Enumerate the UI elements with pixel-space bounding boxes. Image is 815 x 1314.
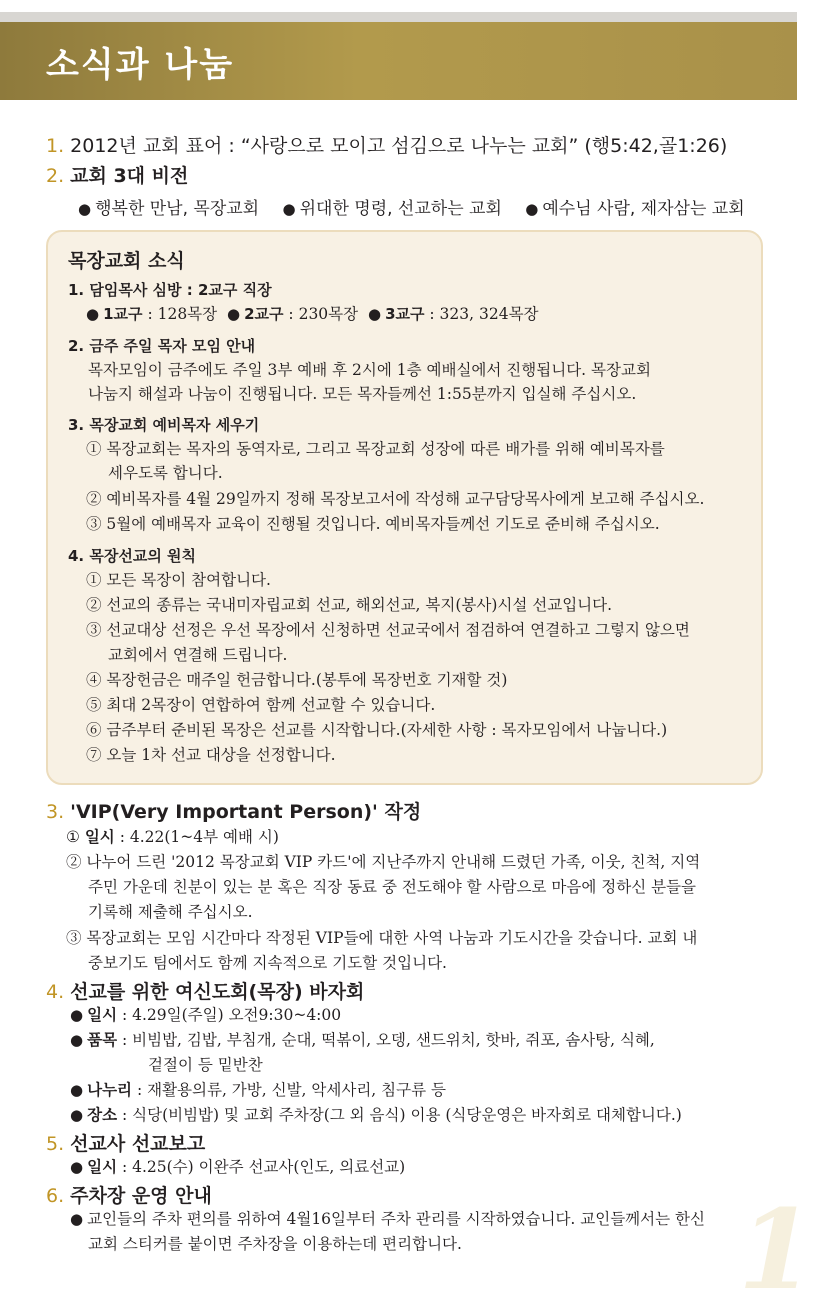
news-text: 기록해 제출해 주십시오. [88,903,253,921]
bullet-icon: ● [70,1210,84,1228]
news-text: 세우도록 합니다. [108,464,223,482]
news-text: ⑥ 금주부터 준비된 목장은 선교를 시작합니다.(자세한 사항 : 목자모임에서 나눕니다.) [86,721,668,739]
bullet-icon: ● [226,305,241,323]
item-number: 2. [46,165,65,187]
parking-text: ● 교인들의 주차 편의를 위하여 4월16일부터 주차 관리를 시작하였습니다. 교인들께서는 한신 [70,1210,705,1228]
news-text: ⑦ 오늘 1차 선교 대상을 선정합니다. [86,746,336,764]
bullet-icon: ● [70,1081,84,1099]
parking-heading [46,1181,212,1208]
vip-date: ① 일시 : 4.22(1~4부 예배 시) [66,828,279,846]
news-text: ④ 목장헌금은 매주일 헌금합니다.(봉투에 목장번호 기재할 것) [86,671,508,689]
item-number: 4. [46,981,65,1003]
section-header [0,22,797,100]
page-number: 1 [738,1185,815,1314]
bullet-icon: ● [78,200,92,218]
vision-list [78,194,763,219]
news-text: ③ 선교대상 선정은 우선 목장에서 신청하면 선교국에서 점검하여 연결하고 그렇지 않으면 [86,621,690,639]
mission-report-heading [46,1129,205,1156]
bullet-icon: ● [70,1158,84,1176]
bullet-icon: ● [70,1106,84,1124]
visit-schedule: ● 1교구 : 128목장 ● 2교구 : 230목장 ● 3교구 : 323, 324목장 [86,305,539,323]
vision-item: ● 행복한 만남, 목장교회 [78,199,260,219]
news-text: 교회에서 연결해 드립니다. [108,646,288,664]
news-text: ② 예비목자를 4월 29일까지 정해 목장보고서에 작성해 교구담당목사에게 보고해 주십시오. [86,490,705,508]
news-text: ⑤ 최대 2목장이 연합하여 함께 선교할 수 있습니다. [86,696,436,714]
mission-report-date: ● 일시 : 4.25(수) 이완주 선교사(인도, 의료선교) [70,1158,406,1176]
bazaar-title: 선교를 위한 여신도회(목장) 바자회 [70,981,365,1003]
news-item-heading: 1. 담임목사 심방 : 2교구 직장 [68,281,272,299]
bullet-icon: ● [70,1031,84,1049]
news-text: 중보기도 팀에서도 함께 지속적으로 기도할 것입니다. [88,954,447,972]
bullet-icon: ● [282,200,296,218]
news-item-heading: 4. 목장선교의 원칙 [68,547,197,565]
news-text: ② 나누어 드린 '2012 목장교회 VIP 카드'에 지난주까지 안내해 드렸던 가족, 이웃, 친척, 지역 [66,853,701,871]
vision-item: ● 예수님 사람, 제자삼는 교회 [525,199,745,219]
motto-line [46,133,727,159]
news-item-heading: 3. 목장교회 예비목자 세우기 [68,416,260,434]
top-rule [0,12,797,22]
news-text: 주민 가운데 친분이 있는 분 혹은 직장 동료 중 전도해야 할 사람으로 마음에 정하신 분들을 [88,878,697,896]
bazaar-items: ● 품목 : 비빔밥, 김밥, 부침개, 순대, 떡볶이, 오뎅, 샌드위치, 핫바, 쥐포, 솜사탕, 식혜, [70,1031,655,1049]
news-text: ③ 5월에 예배목자 교육이 진행될 것입니다. 예비목자들께선 기도로 준비해 주십시오. [86,515,660,533]
bullet-icon: ● [86,305,100,323]
news-text: ③ 목장교회는 모임 시간마다 작정된 VIP들에 대한 사역 나눔과 기도시간을 갖습니다. 교회 내 [66,929,698,947]
parking-title: 주차장 운영 안내 [70,1185,212,1207]
motto-text: 2012년 교회 표어 : “사랑으로 모이고 섬김으로 나누는 교회” (행5:42,골1:26) [70,135,728,157]
vip-title: 'VIP(Very Important Person)' 작정 [70,801,422,823]
vip-heading [46,797,421,824]
item-number: 5. [46,1133,65,1155]
bazaar-sharing: ● 나누리 : 재활용의류, 가방, 신발, 악세사리, 침구류 등 [70,1081,446,1099]
box-title: 목장교회 소식 [68,250,185,272]
vision-title: 교회 3대 비전 [70,165,189,187]
item-number: 1. [46,135,65,157]
news-text: ① 목장교회는 목자의 동역자로, 그리고 목장교회 성장에 따른 배가를 위해 예비목자를 [86,440,665,458]
news-text: 나눔지 해설과 나눔이 진행됩니다. 모든 목자들께선 1:55분까지 입실해 주십시오. [88,385,637,403]
bullet-icon: ● [70,1006,84,1024]
news-text: 겉절이 등 밑반찬 [148,1056,263,1074]
bazaar-heading [46,977,364,1004]
mission-report-title: 선교사 선교보고 [70,1133,206,1155]
news-item-heading: 2. 금주 주일 목자 모임 안내 [68,337,256,355]
item-number: 3. [46,801,65,823]
mokjang-news-box [46,230,763,785]
bullet-icon: ● [525,200,539,218]
news-text: ① 모든 목장이 참여합니다. [86,571,271,589]
bazaar-place: ● 장소 : 식당(비빔밥) 및 교회 주차장(그 외 음식) 이용 (식당운영은 바자회로 대체합니다.) [70,1106,682,1124]
bullet-icon: ● [367,305,382,323]
item-number: 6. [46,1185,65,1207]
news-text: ② 선교의 종류는 국내미자립교회 선교, 해외선교, 복지(봉사)시설 선교입니다. [86,596,613,614]
news-text: 목자모임이 금주에도 주일 3부 예배 후 2시에 1층 예배실에서 진행됩니다. 목장교회 [88,361,651,379]
vision-heading [46,163,188,189]
page-title: 소식과 나눔 [46,45,235,85]
bazaar-date: ● 일시 : 4.29일(주일) 오전9:30~4:00 [70,1006,342,1024]
news-text: 교회 스티커를 붙이면 주차장을 이용하는데 편리합니다. [88,1235,462,1253]
vision-item: ● 위대한 명령, 선교하는 교회 [282,199,502,219]
